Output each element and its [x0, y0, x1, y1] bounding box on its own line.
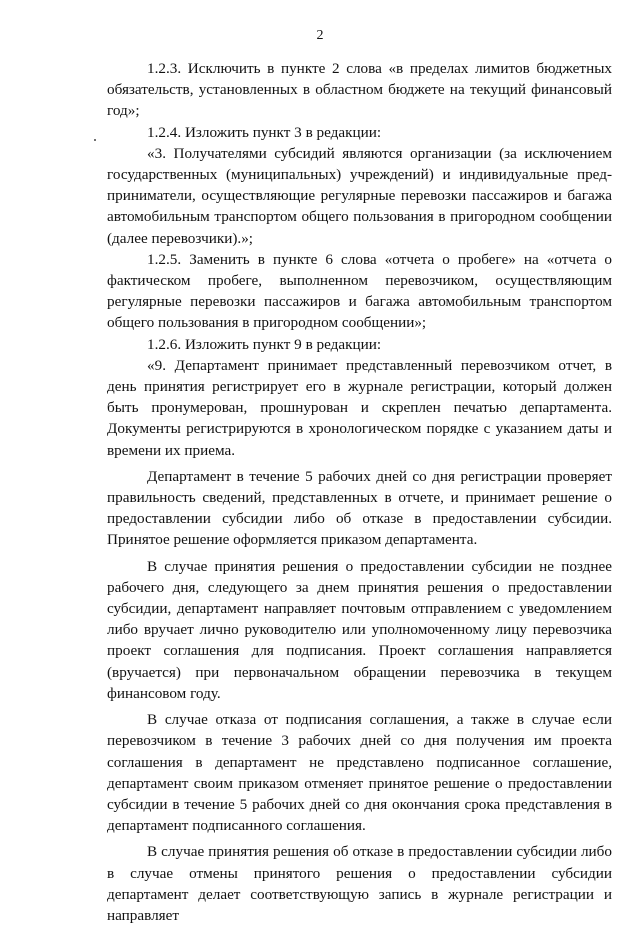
- margin-mark: [94, 139, 96, 141]
- paragraph-verification: Департамент в течение 5 рабочих дней со дня регистрации проверяет правильность сведений, представленных в отчете, и принимает решение о предоставлении субсидии либо об отказе в предоставлении субсидии. Принятое решение оформляется приказом департамента.: [107, 467, 612, 549]
- paragraph-point-9-text: «9. Департамент принимает представленный перевозчиком отчет, в день принятия регистрирует его в журнале регистрации, который должен быть пронумерован, прошнурован и скреплен печатью департамента. Документы регистрируются в хронологическом порядке с указанием даты и времени их приема.: [107, 356, 612, 459]
- paragraph-1-2-3: 1.2.3. Исключить в пункте 2 слова «в пределах лимитов бюджетных обязательств, установленных в областном бюджете на текущий финансовый год»;: [107, 60, 612, 120]
- paragraph-agreement-sending: В случае принятия решения о предоставлении субсидии не позднее рабочего дня, следующего за днем принятия решения о предоставлении субсидии, департамент направляет почтовым отправлением с уведомлением либо вручает лично руководителю или уполномоченному лицу перевозчика проект соглашения для подписания. Проект соглашения направляется (вручается) при первоначальном обращении перевозчика в текущем финансовом году.: [107, 557, 612, 702]
- paragraph-point-3-text: «3. Получателями субсидий являются организации (за исключением государственных (муниципальных) учреждений) и индивидуальные предприниматели, осуществляющие регулярные перевозки пассажиров и багажа автомобильным транспортом общего пользования в пригородном сообщении (далее перевозчики).»;: [107, 144, 612, 247]
- paragraph-1-2-5: 1.2.5. Заменить в пункте 6 слова «отчета о пробеге» на «отчета о фактическом пробеге, выполненном перевозчиком, осуществляющим регулярные перевозки пассажиров и багажа автомобильным транспортом общего пользования в пригородном сообщении»;: [107, 250, 612, 332]
- paragraph-agreement-refusal: В случае отказа от подписания соглашения, а также в случае если перевозчиком в течение 3 рабочих дней со дня получения им проекта соглашения в департамент не представлено подписанное соглашение, департамент своим приказом отменяет принятое решение о предоставлении субсидии в течение 5 рабочих дней со дня окончания срока представления в департамент подписанного соглашения.: [107, 711, 612, 835]
- document-body: [107, 58, 612, 926]
- paragraph-1-2-6: 1.2.6. Изложить пункт 9 в редакции:: [147, 335, 382, 353]
- paragraph-refusal-record: В случае принятия решения об отказе в предоставлении субсидии либо в случае отмены принятого решения о предоставлении субсидии департамент делает соответствующую запись в журнале регистрации и направляет: [107, 843, 612, 924]
- page-number: 2: [316, 28, 324, 43]
- paragraph-1-2-4: 1.2.4. Изложить пункт 3 в редакции:: [147, 123, 382, 141]
